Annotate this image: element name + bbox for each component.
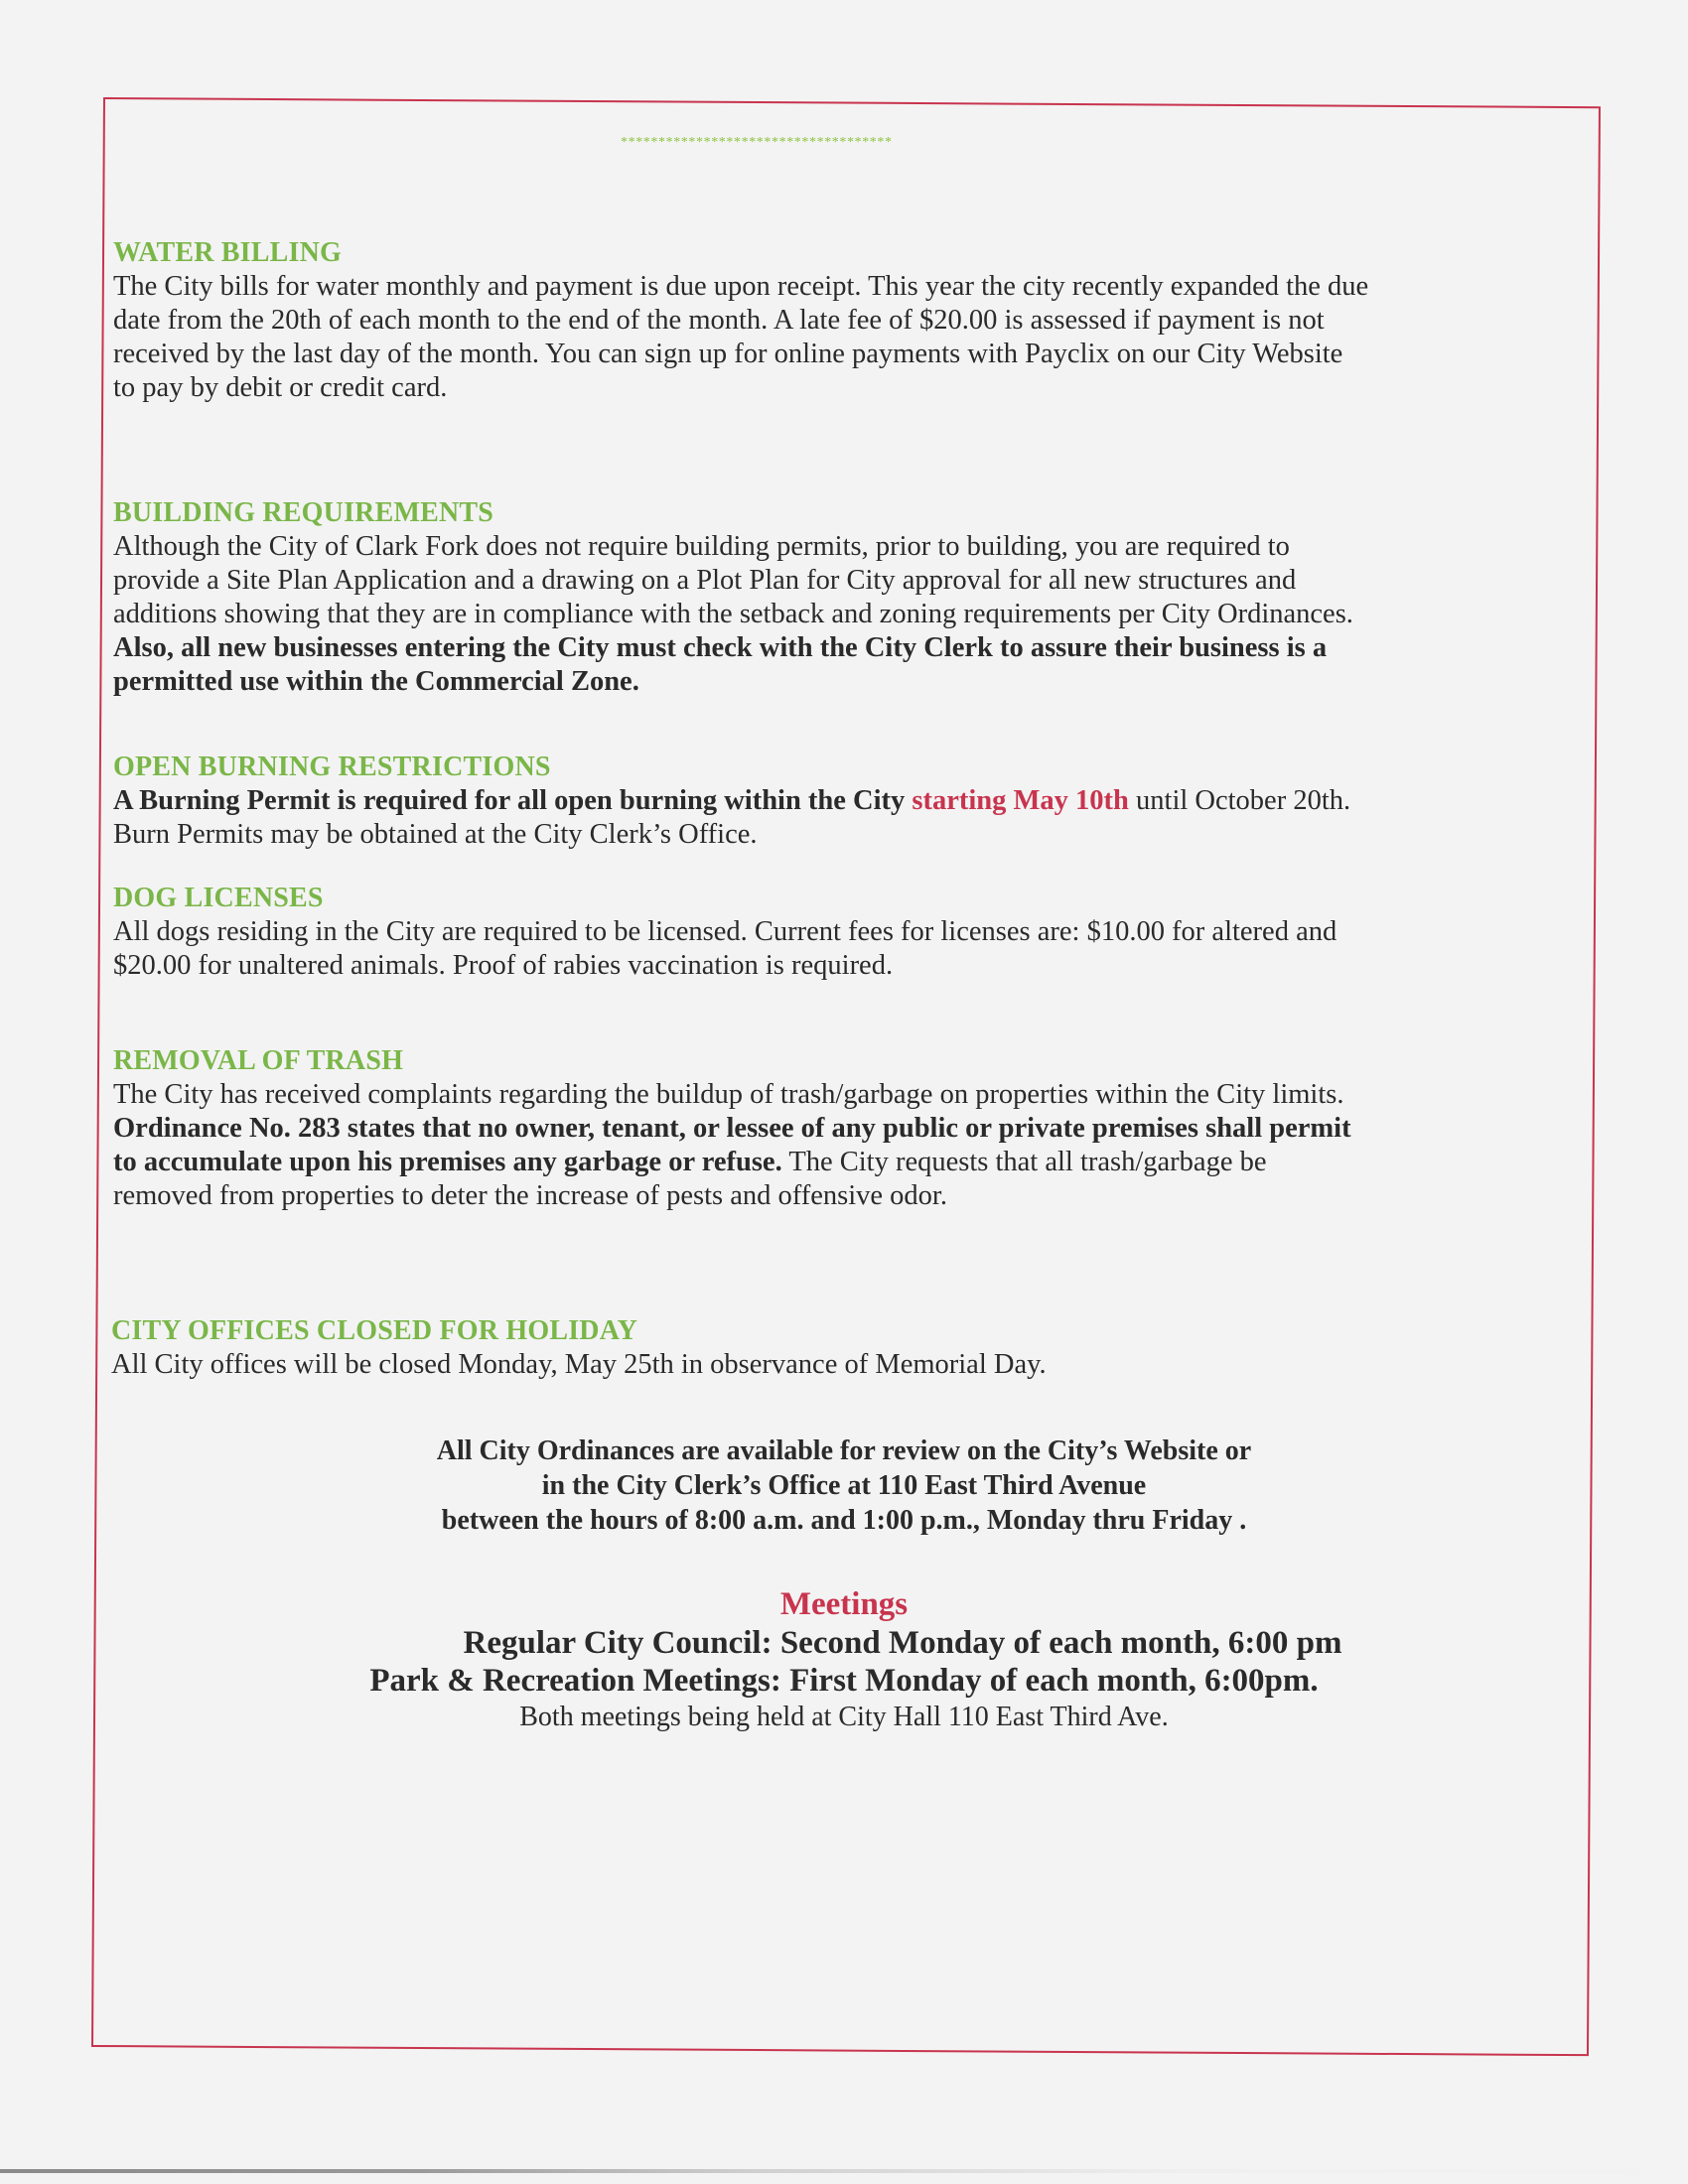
text-line: Burn Permits may be obtained at the City Clerk’s Office. bbox=[113, 819, 758, 850]
removal-of-trash-body bbox=[113, 1078, 1603, 1213]
section-building-requirements bbox=[113, 496, 1603, 699]
notice-line: in the City Clerk’s Office at 110 East Third Avenue bbox=[541, 1470, 1147, 1501]
burning-start-date-highlight: starting May 10th bbox=[912, 785, 1129, 816]
burning-permit-required-text: A Burning Permit is required for all open burning within the City bbox=[113, 785, 913, 816]
heading-removal-of-trash: REMOVAL OF TRASH bbox=[113, 1045, 404, 1076]
asterisk-divider: ************************************ bbox=[621, 135, 893, 150]
text-line: date from the 20th of each month to the end of the month. A late fee of $20.00 is assessed if payment is not bbox=[113, 305, 1325, 336]
meetings-title: Meetings bbox=[779, 1586, 909, 1622]
open-burning-body bbox=[113, 784, 1603, 852]
meeting-item-park-recreation: Park & Recreation Meetings: First Monday of each month, 6:00pm. bbox=[369, 1663, 1319, 1699]
text-line: removed from properties to deter the increase of pests and offensive odor. bbox=[113, 1180, 947, 1211]
building-requirements-body bbox=[113, 530, 1603, 699]
text-line: $20.00 for unaltered animals. Proof of rabies vaccination is required. bbox=[113, 950, 894, 981]
section-removal-of-trash bbox=[113, 1044, 1603, 1213]
ordinances-notice bbox=[0, 1433, 1688, 1538]
text-line-bold: Also, all new businesses entering the City must check with the City Clerk to assure their business is a bbox=[113, 632, 1328, 663]
heading-water-billing: WATER BILLING bbox=[113, 237, 343, 268]
heading-dog-licenses: DOG LICENSES bbox=[113, 883, 324, 913]
text-line bbox=[113, 1146, 1603, 1179]
trash-request-text: The City requests that all trash/garbage be bbox=[781, 1147, 1267, 1177]
section-dog-licenses bbox=[113, 882, 1603, 983]
meeting-item-city-council: Regular City Council: Second Monday of each month, 6:00 pm bbox=[463, 1625, 1342, 1661]
dog-licenses-body bbox=[113, 915, 1603, 983]
text-line: All City offices will be closed Monday, May 25th in observance of Memorial Day. bbox=[111, 1349, 1047, 1380]
text-line: All dogs residing in the City are required to be licensed. Current fees for licenses are: $10.00 for altered and bbox=[113, 916, 1337, 947]
ordinance-text-bold: to accumulate upon his premises any garbage or refuse. bbox=[113, 1147, 782, 1177]
holiday-closure-body bbox=[111, 1348, 1601, 1382]
notice-line: between the hours of 8:00 a.m. and 1:00 p.m., Monday thru Friday . bbox=[441, 1505, 1247, 1536]
heading-open-burning: OPEN BURNING RESTRICTIONS bbox=[113, 751, 551, 782]
meetings-location-note: Both meetings being held at City Hall 110 East Third Ave. bbox=[519, 1702, 1169, 1732]
water-billing-body bbox=[113, 270, 1603, 405]
section-water-billing bbox=[113, 236, 1603, 405]
burning-end-date-text: until October 20th. bbox=[1128, 785, 1351, 816]
text-line: The City bills for water monthly and payment is due upon receipt. This year the city recently expanded the due bbox=[113, 271, 1369, 302]
text-line bbox=[113, 784, 1603, 818]
notice-line: All City Ordinances are available for review on the City’s Website or bbox=[436, 1435, 1252, 1466]
ordinance-text-bold: Ordinance No. 283 states that no owner, tenant, or lessee of any public or private premises shall permit bbox=[113, 1113, 1351, 1144]
text-line: additions showing that they are in compliance with the setback and zoning requirements per City Ordinances. bbox=[113, 599, 1353, 629]
text-line-bold: permitted use within the Commercial Zone. bbox=[113, 666, 639, 697]
text-line: to pay by debit or credit card. bbox=[113, 372, 448, 403]
text-line: received by the last day of the month. You can sign up for online payments with Payclix on our City Website bbox=[113, 339, 1343, 369]
heading-building-requirements: BUILDING REQUIREMENTS bbox=[113, 497, 494, 528]
section-open-burning bbox=[113, 751, 1603, 852]
heading-holiday-closure: CITY OFFICES CLOSED FOR HOLIDAY bbox=[111, 1315, 637, 1346]
section-holiday-closure bbox=[111, 1314, 1601, 1382]
text-line: The City has received complaints regarding the buildup of trash/garbage on properties within the City limits. bbox=[113, 1079, 1344, 1110]
text-line: provide a Site Plan Application and a drawing on a Plot Plan for City approval for all new structures and bbox=[113, 565, 1297, 596]
text-line: Although the City of Clark Fork does not require building permits, prior to building, you are required to bbox=[113, 531, 1290, 562]
meetings-block bbox=[0, 1584, 1688, 1735]
